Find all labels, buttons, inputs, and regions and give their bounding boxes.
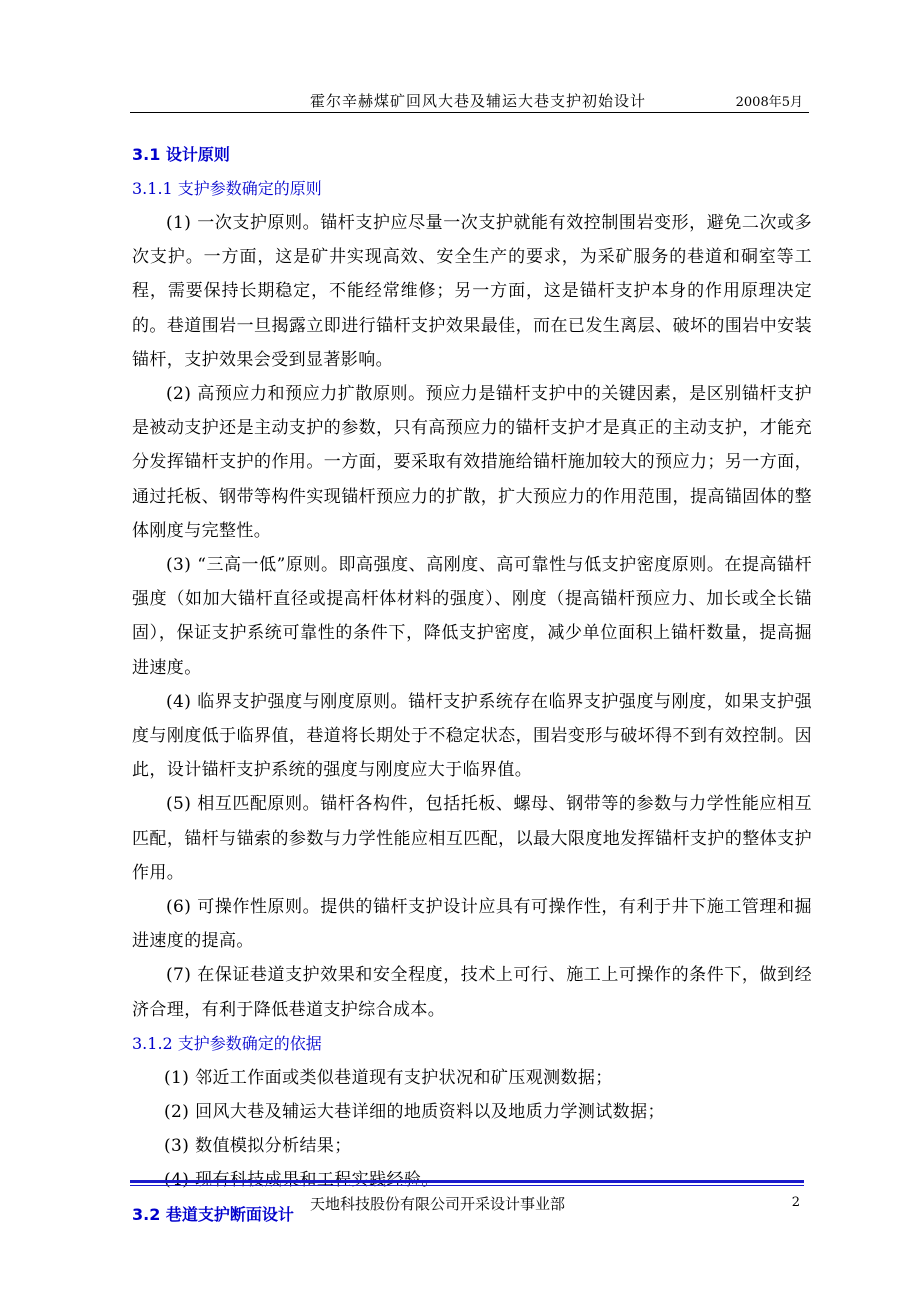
subsection-heading-3-1-1: 3.1.1 支护参数确定的原则 xyxy=(132,179,322,198)
document-body xyxy=(132,138,812,1232)
section-heading-3-2: 3.2 巷道支护断面设计 xyxy=(132,1204,294,1224)
principle-paragraph-5: (5) 相互匹配原则。锚杆各构件，包括托板、螺母、钢带等的参数与力学性能应相互匹配，锚杆与锚索的参数与力学性能应相互匹配，以最大限度地发挥锚杆支护的整体支护作用。 xyxy=(132,794,812,883)
basis-item-1: (1) 邻近工作面或类似巷道现有支护状况和矿压观测数据； xyxy=(164,1067,613,1088)
principle-paragraph-4: (4) 临界支护强度与刚度原则。锚杆支护系统存在临界支护强度与刚度，如果支护强度与刚度低于临界值，巷道将长期处于不稳定状态，围岩变形与破坏得不到有效控制。因此，设计锚杆支护系统的强度与刚度应大于临界值。 xyxy=(132,691,812,781)
principle-paragraph-7: (7) 在保证巷道支护效果和安全程度，技术上可行、施工上可操作的条件下，做到经济合理，有利于降低巷道支护综合成本。 xyxy=(132,965,812,1020)
subsection-heading-3-1-2: 3.1.2 支护参数确定的依据 xyxy=(132,1033,322,1053)
principle-paragraph-1: (1) 一次支护原则。锚杆支护应尽量一次支护就能有效控制围岩变形，避免二次或多次支护。一方面，这是矿井实现高效、安全生产的要求，为采矿服务的巷道和硐室等工程，需要保持长期稳定，不能经常维修；另一方面，这是锚杆支护本身的作用原理决定的。巷道围岩一旦揭露立即进行锚杆支护效果最佳，而在已发生离层、破坏的围岩中安装锚杆，支护效果会受到显著影响。 xyxy=(132,213,812,370)
footer-text-row xyxy=(130,1186,804,1216)
page-number: 2 xyxy=(791,1195,800,1210)
page-footer xyxy=(130,1180,804,1216)
principle-paragraph-2: (2) 高预应力和预应力扩散原则。预应力是锚杆支护中的关键因素，是区别锚杆支护是被动支护还是主动支护的参数，只有高预应力的锚杆支护才是真正的主动支护，才能充分发挥锚杆支护的作用。一方面，要采取有效措施给锚杆施加较大的预应力；另一方面，通过托板、钢带等构件实现锚杆预应力的扩散，扩大预应力的作用范围，提高锚固体的整体刚度与完整性。 xyxy=(132,384,812,541)
footer-rule-thick xyxy=(130,1180,804,1183)
page-header xyxy=(130,88,809,113)
basis-item-3: (3) 数值模拟分析结果； xyxy=(164,1136,352,1157)
principle-paragraph-6: (6) 可操作性原则。提供的锚杆支护设计应具有可操作性，有利于井下施工管理和掘进速度的提高。 xyxy=(132,897,812,952)
section-heading-3-1: 3.1 设计原则 xyxy=(132,145,230,164)
principle-paragraph-3: (3) “三高一低”原则。即高强度、高刚度、高可靠性与低支护密度原则。在提高锚杆强度（如加大锚杆直径或提高杆体材料的强度）、刚度（提高锚杆预应力、加长或全长锚固），保证支护系统可靠性的条件下，降低支护密度，减少单位面积上锚杆数量，提高掘进速度。 xyxy=(132,555,812,678)
basis-item-2: (2) 回风大巷及辅运大巷详细的地质资料以及地质力学测试数据； xyxy=(164,1102,665,1123)
header-date: 2008年5月 xyxy=(735,95,803,110)
header-title: 霍尔辛赫煤矿回风大巷及辅运大巷支护初始设计 xyxy=(310,92,647,110)
footer-company: 天地科技股份有限公司开采设计事业部 xyxy=(310,1195,566,1213)
